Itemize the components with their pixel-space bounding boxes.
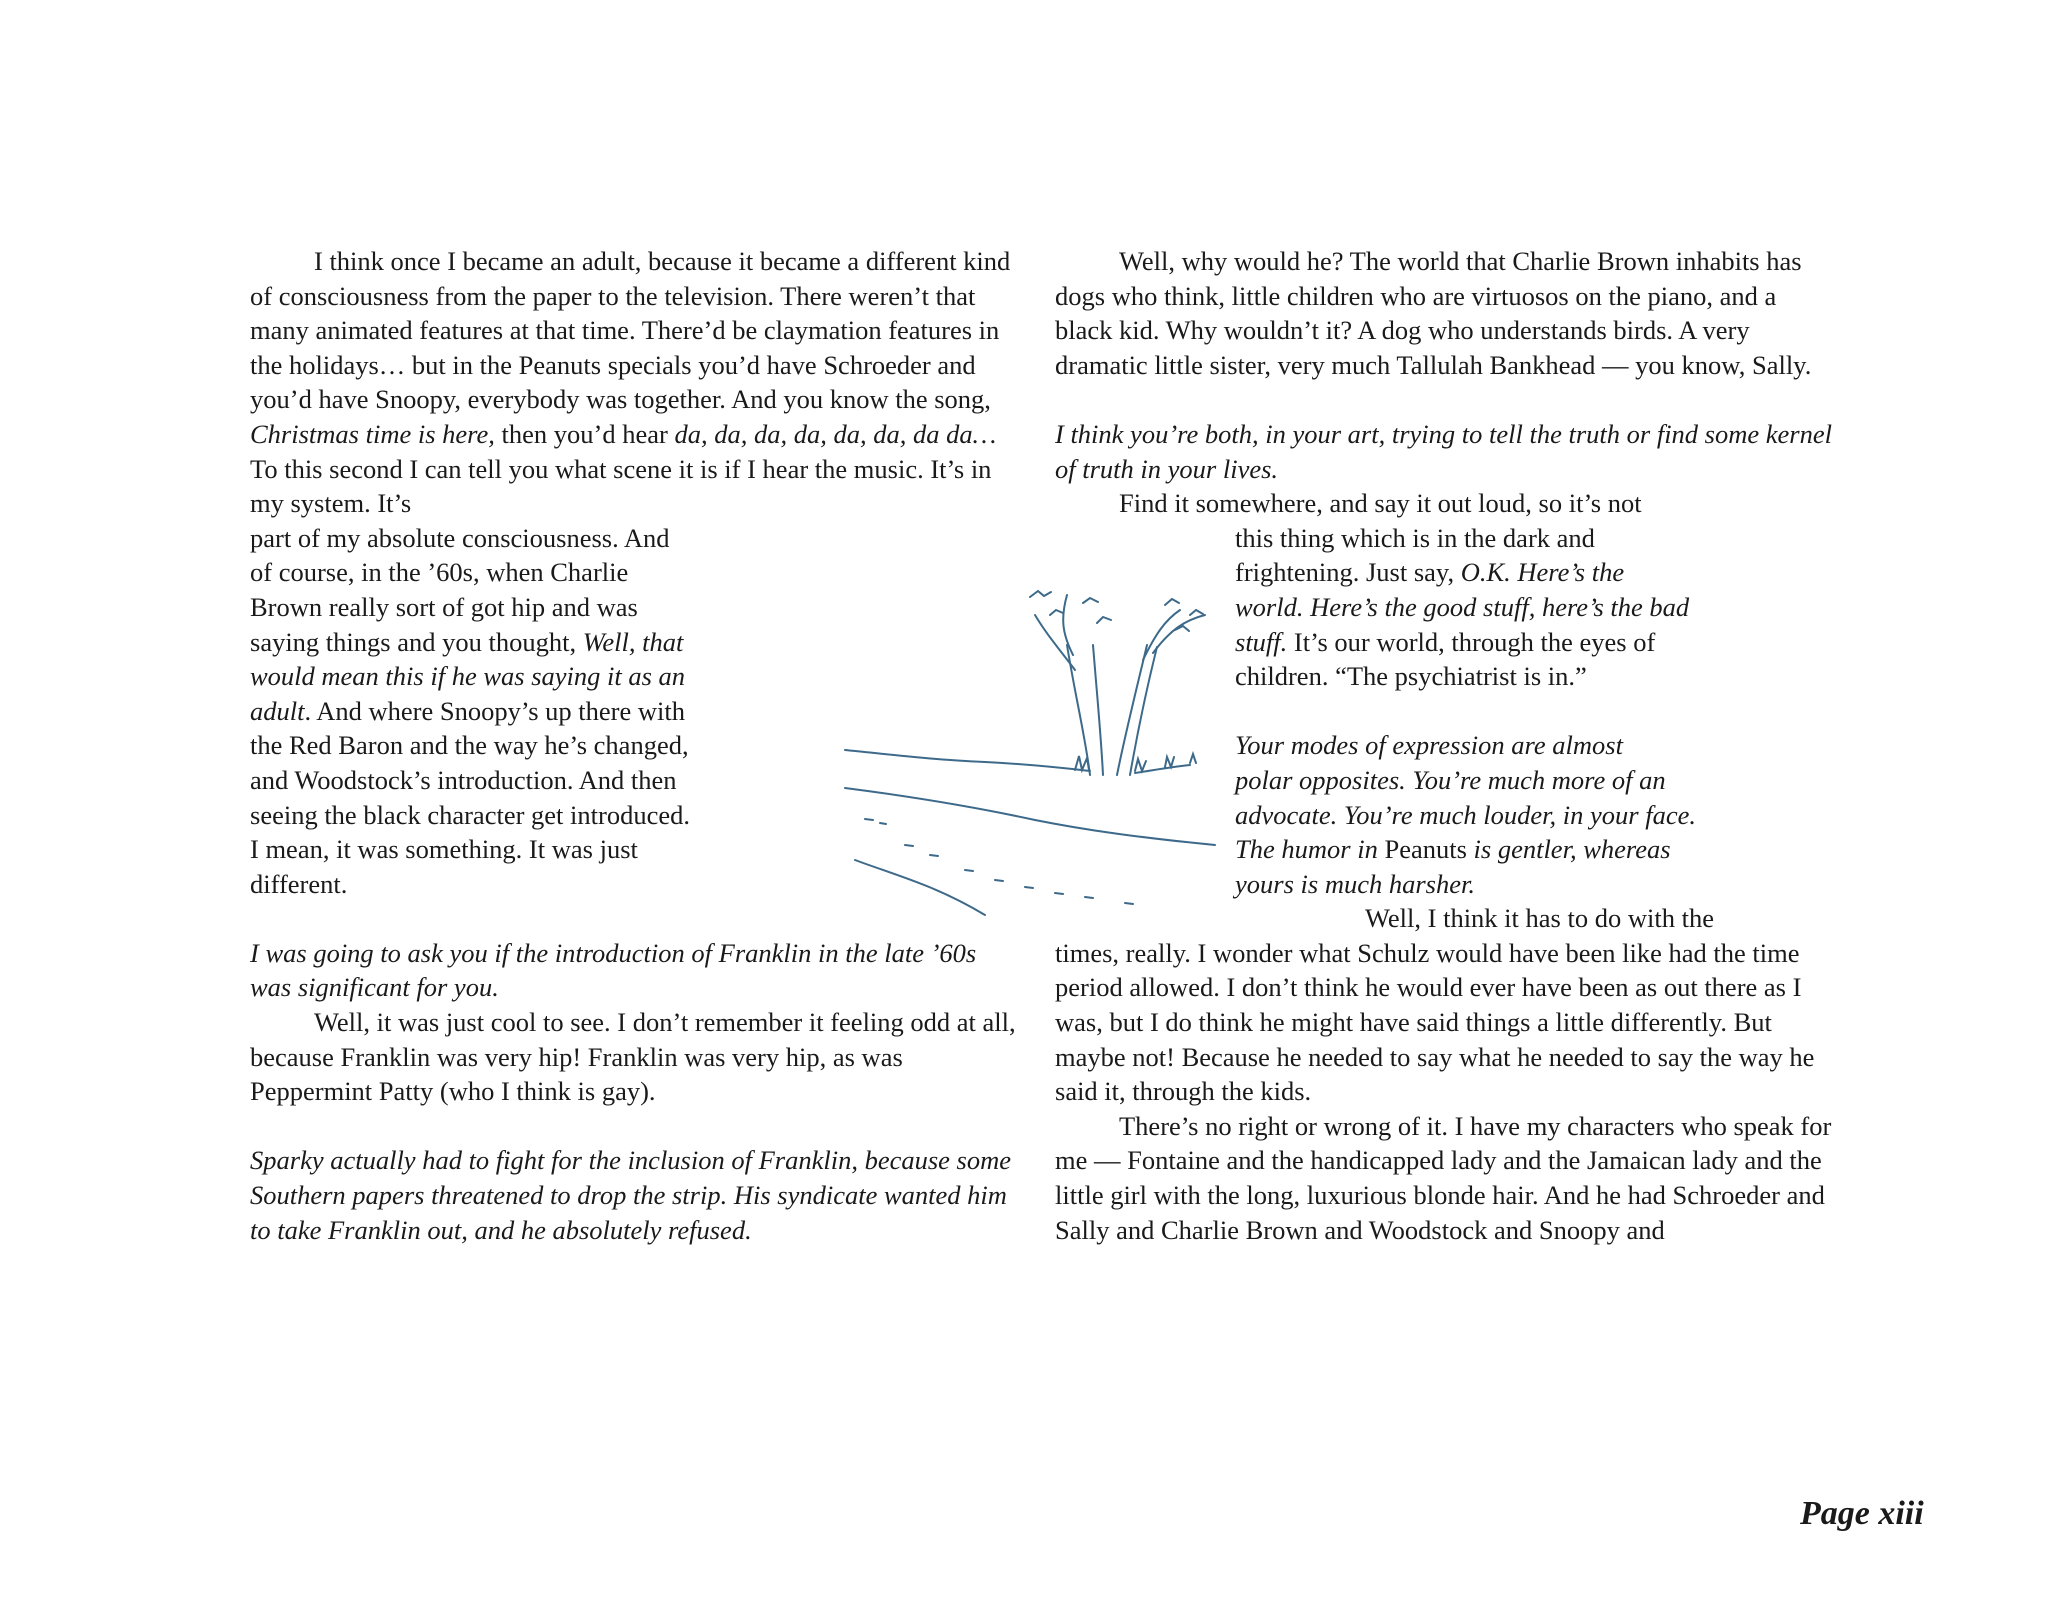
- dashes: [865, 819, 1133, 904]
- text-line: world. Here’s the good stuff, here’s the bad: [1235, 591, 1690, 622]
- paragraph: Well, it was just cool to see. I don’t remember it feeling odd at all, because Franklin was very hip! Franklin was very hip, as was Peppermint Patty (who I think is gay).: [250, 1007, 1016, 1107]
- text-line: Your modes of expression are almost: [1235, 730, 1623, 761]
- grass-row: [855, 860, 985, 915]
- text-line: Well, I think it has to do with the: [1365, 903, 1714, 934]
- text-line: children. “The psychiatrist is in.”: [1235, 661, 1587, 692]
- text-line: part of my absolute consciousness. And: [250, 522, 670, 553]
- tree-illustration: [835, 575, 1220, 950]
- tree-trunk: [1130, 647, 1157, 775]
- paragraph: I think once I became an adult, because it became a different kind of consciousness from the paper to the television. There weren’t that many animated features at that time. There’d be claymation features in the holidays… but in the Peanuts specials you’d have Schroeder and you’d have Snoopy, everybody was together. And you know the song, Christmas time is here, then you’d hear da, da, da, da, da, da, da da… To this second I can tell you what scene it is if I hear the music. It’s in my system. It’s: [250, 246, 1011, 519]
- tree-trunk: [1093, 645, 1103, 775]
- hummed-tune: da, da, da, da, da, da, da da…: [674, 418, 997, 449]
- interviewer-question: I was going to ask you if the introduction of Franklin in the late ’60s was significant for you.: [250, 937, 977, 1003]
- text-line: polar opposites. You’re much more of an: [1235, 764, 1666, 795]
- tree-branch: [1153, 615, 1205, 653]
- tree-branch: [1035, 615, 1075, 670]
- grass-row: [845, 788, 1215, 845]
- text-line: of course, in the ’60s, when Charlie: [250, 557, 629, 588]
- text-line: would mean this if he was saying it as an: [250, 661, 686, 692]
- text-line: stuff. It’s our world, through the eyes of: [1235, 626, 1656, 657]
- text-line: frightening. Just say, O.K. Here’s the: [1235, 557, 1625, 588]
- text-line: yours is much harsher.: [1235, 868, 1475, 899]
- text-line: Find it somewhere, and say it out loud, so it’s not: [1119, 488, 1642, 519]
- paragraph: There’s no right or wrong of it. I have my characters who speak for me — Fontaine and the handicapped lady and the Jamaican lady and the little girl with the long, luxurious blonde hair. And he had Schroeder and Sally and Charlie Brown and Woodstock and Snoopy and: [1055, 1110, 1832, 1245]
- tree-branch: [1143, 610, 1180, 660]
- text-line: the Red Baron and the way he’s changed,: [250, 730, 689, 761]
- text-line: different.: [250, 868, 348, 899]
- grass-tufts: [1075, 754, 1196, 771]
- page-number: Page xiii: [1800, 1495, 1924, 1532]
- text-line: Brown really sort of got hip and was: [250, 591, 638, 622]
- text-line: saying things and you thought, Well, that: [250, 626, 684, 657]
- paragraph: times, really. I wonder what Schulz would have been like had the time period allowed. I don’t think he would ever have been as out there as I was, but I do think he might have said things a little differently. But maybe not! Because he needed to say what he needed to say the way he said it, through the kids.: [1055, 937, 1815, 1107]
- text-line: advocate. You’re much louder, in your face.: [1235, 799, 1696, 830]
- song-title: Christmas time is here,: [250, 418, 495, 449]
- text-line: this thing which is in the dark and: [1235, 522, 1595, 553]
- paragraph: Well, why would he? The world that Charlie Brown inhabits has dogs who think, little children who are virtuosos on the piano, and a black kid. Why wouldn’t it? A dog who understands birds. A very dramatic little sister, very much Tallulah Bankhead — you know, Sally.: [1055, 246, 1812, 380]
- text-line: adult. And where Snoopy’s up there with: [250, 695, 686, 726]
- text-line: The humor in Peanuts is gentler, whereas: [1235, 834, 1671, 865]
- text-line: I mean, it was something. It was just: [250, 834, 638, 865]
- interviewer-question: Sparky actually had to fight for the inclusion of Franklin, because some Southern papers threatened to drop the strip. His syndicate wanted him to take Franklin out, and he absolutely refused.: [250, 1145, 1012, 1245]
- interviewer-question: I think you’re both, in your art, trying to tell the truth or find some kernel of truth in your lives.: [1055, 418, 1832, 484]
- text-line: seeing the black character get introduced.: [250, 799, 690, 830]
- tree-branch: [1063, 595, 1073, 655]
- strip-title: Peanuts: [1384, 834, 1467, 865]
- text-line: and Woodstock’s introduction. And then: [250, 764, 677, 795]
